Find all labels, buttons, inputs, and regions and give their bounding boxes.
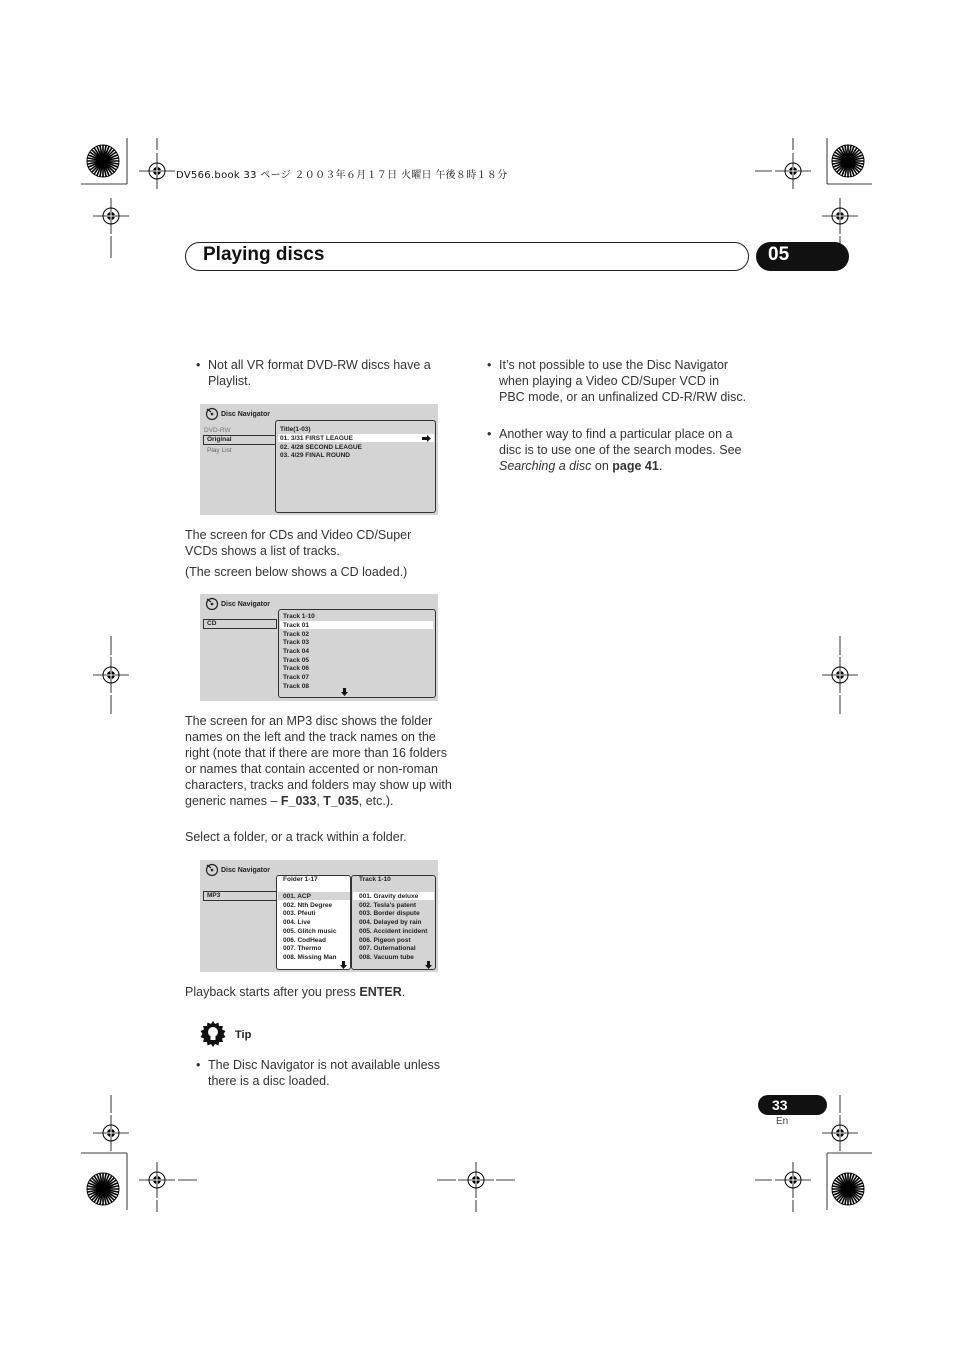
list-header: Track 1-10 — [283, 613, 315, 620]
arrow-down-icon — [341, 688, 348, 696]
track-row-7[interactable]: 007. Outernational — [359, 945, 416, 952]
chapter-number: 05 — [768, 244, 790, 265]
section-title: Playing discs — [203, 244, 325, 265]
tip-lightbulb-icon — [199, 1020, 227, 1048]
left-item-mp3[interactable]: MP3 — [207, 892, 221, 899]
paragraph-cd-loaded: (The screen below shows a CD loaded.) — [185, 565, 408, 579]
screen-title: Disc Navigator — [221, 867, 271, 874]
disc-navigator-icon — [205, 597, 219, 610]
bullet-playlist: • Not all VR format DVD-RW discs have a Playlist. — [196, 358, 431, 388]
paragraph-select-folder: Select a folder, or a track within a folder. — [185, 830, 407, 844]
arrow-down-icon — [425, 961, 432, 969]
title-row-2[interactable]: 02. 4/28 SECOND LEAGUE — [280, 444, 362, 451]
folder-row-8[interactable]: 008. Missing Man — [283, 954, 337, 961]
track-row-6[interactable]: Track 06 — [283, 665, 310, 672]
screen-title: Disc Navigator — [221, 601, 271, 608]
disc-type-label: DVD-RW — [204, 427, 231, 434]
bullet-pbc-mode: • It’s not possible to use the Disc Navigator when playing a Video CD/Super VCD in PBC mode, or an unfinalized CD-R/RW disc. — [487, 358, 747, 404]
folder-row-1[interactable]: 001. ACP — [283, 893, 311, 900]
disc-navigator-icon — [205, 863, 219, 876]
folder-row-7[interactable]: 007. Thermo — [283, 945, 322, 952]
track-row-1[interactable]: 001. Gravity deluxe — [359, 893, 419, 900]
track-row-5[interactable]: 005. Accident incident — [359, 928, 428, 935]
title-row-1[interactable]: 01. 3/31 FIRST LEAGUE — [280, 435, 353, 442]
track-row-3[interactable]: Track 03 — [283, 639, 310, 646]
track-row-3[interactable]: 003. Border dispute — [359, 910, 420, 917]
page-number: 33 — [772, 1097, 788, 1113]
screen-title: Disc Navigator — [221, 411, 271, 418]
paragraph-playback: Playback starts after you press ENTER. — [185, 985, 406, 999]
track-header: Track 1-10 — [359, 876, 391, 883]
folder-row-6[interactable]: 006. CodHead — [283, 937, 326, 944]
paragraph-mp3-screen: The screen for an MP3 disc shows the folder names on the left and the track names on the right (note that if there are more than 16 folders or names that contain accented or non-roman characters, tracks and folders may show up with generic names – F_033, T_035, etc.). — [185, 714, 452, 808]
track-row-8[interactable]: Track 08 — [283, 683, 310, 690]
track-row-2[interactable]: Track 02 — [283, 631, 310, 638]
track-row-7[interactable]: Track 07 — [283, 674, 310, 681]
disc-navigator-icon — [205, 407, 219, 420]
arrow-down-icon — [340, 961, 347, 969]
bullet-search-modes: • Another way to find a particular place on a disc is to use one of the search modes. See Searching a disc on page 41. — [487, 427, 742, 473]
tip-bullet: • The Disc Navigator is not available unless there is a disc loaded. — [196, 1058, 441, 1088]
tip-label: Tip — [235, 1029, 252, 1041]
left-item-cd[interactable]: CD — [207, 620, 217, 627]
left-item-playlist[interactable]: Play List — [207, 447, 232, 454]
track-row-2[interactable]: 002. Tesla's patent — [359, 902, 417, 909]
track-row-4[interactable]: Track 04 — [283, 648, 310, 655]
print-header: DV566.book 33 ページ ２００３年６月１７日 火曜日 午後８時１８分 — [176, 170, 508, 181]
folder-row-4[interactable]: 004. Live — [283, 919, 311, 926]
track-row-1[interactable]: Track 01 — [283, 622, 310, 629]
track-row-6[interactable]: 006. Pigeon post — [359, 937, 411, 944]
folder-row-5[interactable]: 005. Glitch music — [283, 928, 337, 935]
page-number-badge — [758, 1095, 827, 1115]
disc-navigator-screen-cd — [200, 594, 438, 701]
folder-row-3[interactable]: 003. Pfeuti — [283, 910, 316, 917]
track-row-4[interactable]: 004. Delayed by rain — [359, 919, 422, 926]
left-item-original[interactable]: Original — [207, 436, 232, 443]
language-code: En — [776, 1116, 789, 1127]
list-header: Title(1-03) — [280, 426, 311, 433]
paragraph-cd-screen: The screen for CDs and Video CD/Super VCDs shows a list of tracks. — [185, 528, 412, 558]
disc-navigator-screen-mp3 — [200, 860, 438, 972]
track-row-8[interactable]: 008. Vacuum tube — [359, 954, 414, 961]
folder-row-2[interactable]: 002. Nth Degree — [283, 902, 333, 909]
arrow-right-icon — [422, 435, 431, 442]
disc-navigator-screen-dvd — [200, 404, 438, 515]
title-row-3[interactable]: 03. 4/29 FINAL ROUND — [280, 452, 350, 459]
folder-header: Folder 1-17 — [283, 876, 318, 883]
track-row-5[interactable]: Track 05 — [283, 657, 310, 664]
